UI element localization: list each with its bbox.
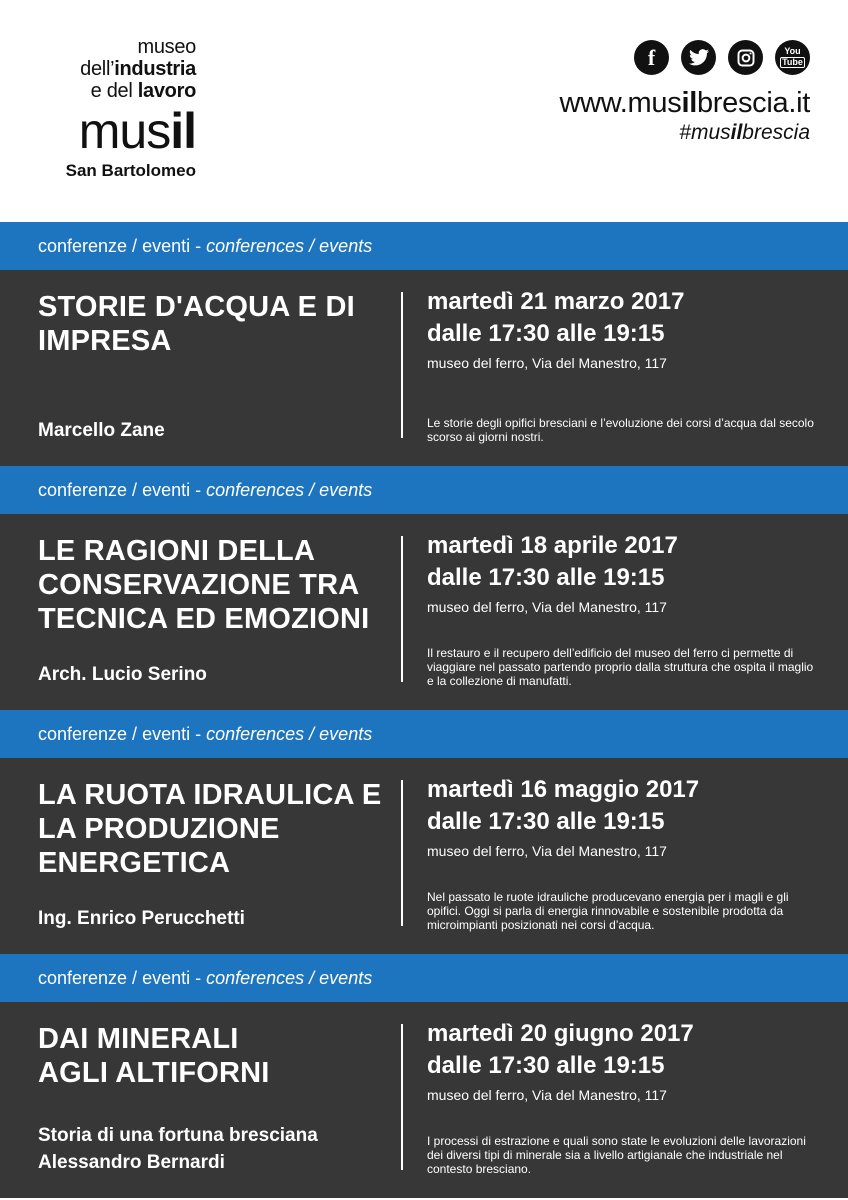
category-band: conferenze / eventi - conferences / events	[0, 710, 848, 758]
event-panel	[0, 270, 848, 466]
divider-line	[401, 292, 403, 438]
event-venue: museo del ferro, Via del Manestro, 117	[427, 843, 667, 859]
event-title: LA RUOTA IDRAULICA E LA PRODUZIONE ENERGETICA	[38, 779, 382, 879]
social-links	[634, 40, 810, 75]
event-time: dalle 17:30 alle 19:15	[427, 808, 665, 835]
event-date: martedì 18 aprile 2017	[427, 532, 678, 559]
event-speaker: Arch. Lucio Serino	[38, 664, 207, 685]
event-card	[0, 466, 848, 710]
event-speaker: Ing. Enrico Perucchetti	[38, 908, 245, 929]
website-info	[559, 86, 810, 146]
instagram-glyph-icon	[737, 49, 755, 67]
event-time: dalle 17:30 alle 19:15	[427, 320, 665, 347]
event-description: Il restauro e il recupero dell’edificio del museo del ferro ci permette di viaggiare nel passato partendo proprio dalla struttura che ospita il maglio e la collezione di manufatti.	[427, 646, 814, 688]
event-speaker-name: Alessandro Bernardi	[38, 1152, 225, 1173]
event-details	[427, 286, 819, 374]
event-venue: museo del ferro, Via del Manestro, 117	[427, 1087, 667, 1103]
event-speaker: Marcello Zane	[38, 420, 165, 441]
event-card	[0, 954, 848, 1198]
logo-line-museo: museo	[137, 36, 196, 58]
category-band: conferenze / eventi - conferences / events	[0, 466, 848, 514]
event-time: dalle 17:30 alle 19:15	[427, 564, 665, 591]
event-subtitle: Storia di una fortuna bresciana	[38, 1125, 318, 1146]
divider-line	[401, 780, 403, 926]
event-date: martedì 20 giugno 2017	[427, 1020, 694, 1047]
youtube-icon[interactable]	[775, 40, 810, 75]
youtube-tube-label: Tube	[782, 57, 803, 67]
event-time: dalle 17:30 alle 19:15	[427, 1052, 665, 1079]
event-venue: museo del ferro, Via del Manestro, 117	[427, 355, 667, 371]
event-card	[0, 222, 848, 466]
event-date: martedì 16 maggio 2017	[427, 776, 700, 803]
event-title: DAI MINERALI AGLI ALTIFORNI	[38, 1023, 270, 1089]
event-title: STORIE D'ACQUA E DI IMPRESA	[38, 291, 355, 357]
twitter-icon[interactable]	[681, 40, 716, 75]
twitter-bird-icon	[689, 49, 709, 66]
logo-brand-musil: musil	[78, 103, 196, 159]
event-details	[427, 1018, 819, 1106]
facebook-icon[interactable]: f	[634, 40, 669, 75]
youtube-you-label: You	[784, 46, 801, 56]
logo-line-lavoro: e del lavoro	[90, 80, 196, 102]
event-details	[427, 530, 819, 618]
divider-line	[401, 536, 403, 682]
divider-line	[401, 1024, 403, 1170]
logo-line-industria: dell’industria	[80, 58, 196, 80]
event-description: Nel passato le ruote idrauliche producevano energia per i magli e gli opifici. Oggi si parla di energia rinnovabile e sostenibile prodotta da microimpianti posizionati nei corsi d’acqua.	[427, 890, 789, 932]
museum-logo	[36, 36, 196, 182]
hashtag: #musilbrescia	[679, 121, 810, 144]
event-description: Le storie degli opifici bresciani e l’evoluzione dei corsi d’acqua dal secolo scorso ai giorni nostri.	[427, 416, 814, 444]
header	[0, 0, 848, 222]
category-band: conferenze / eventi - conferences / events	[0, 222, 848, 270]
website-url[interactable]: www.musilbrescia.it	[559, 87, 810, 119]
instagram-icon[interactable]	[728, 40, 763, 75]
event-venue: museo del ferro, Via del Manestro, 117	[427, 599, 667, 615]
event-description: I processi di estrazione e quali sono state le evoluzioni delle lavorazioni dei diversi tipi di minerale sia a livello artigianale che industriale nel contesto bresciano.	[427, 1134, 806, 1176]
event-details	[427, 774, 819, 862]
event-card	[0, 710, 848, 954]
event-date: martedì 21 marzo 2017	[427, 288, 685, 315]
event-panel	[0, 514, 848, 710]
event-panel	[0, 1002, 848, 1198]
event-panel	[0, 758, 848, 954]
category-band: conferenze / eventi - conferences / events	[0, 954, 848, 1002]
event-speaker	[38, 1122, 398, 1176]
logo-subtitle: San Bartolomeo	[65, 161, 196, 180]
event-title: LE RAGIONI DELLA CONSERVAZIONE TRA TECNICA ED EMOZIONI	[38, 535, 370, 635]
